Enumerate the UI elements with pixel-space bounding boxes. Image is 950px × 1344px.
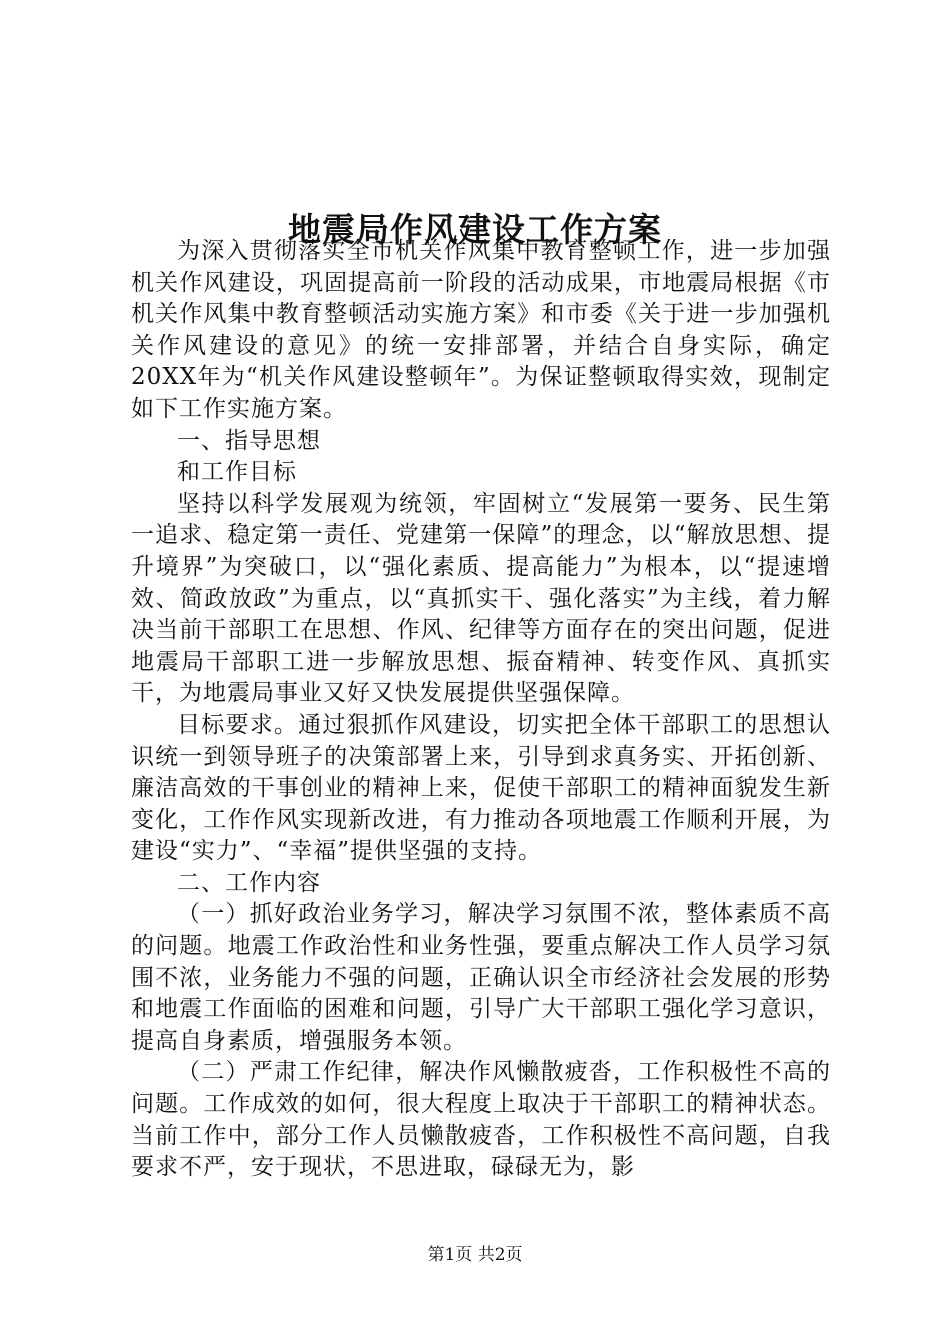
document-body — [131, 236, 831, 1184]
paragraph-goal-requirements: 目标要求。通过狠抓作风建设，切实把全体干部职工的思想认识统一到领导班子的决策部署上来，引导到求真务实、开拓创新、廉洁高效的干事创业的精神上来，促使干部职工的精神面貌发生新变化，工作作风实现新改进，有力推动各项地震工作顺利开展，为建设“实力”、“幸福”提供坚强的支持。 — [131, 711, 831, 865]
section-heading-work-content: 二、工作内容 — [177, 869, 321, 896]
paragraph-intro: 为深入贯彻落实全市机关作风集中教育整顿工作，进一步加强机关作风建设，巩固提高前一阶段的活动成果，市地震局根据《市机关作风集中教育整顿活动实施方案》和市委《关于进一步加强机关作风建设的意见》的统一安排部署，并结合自身实际，确定20XX年为“机关作风建设整顿年”。为保证整顿取得实效，现制定如下工作实施方案。 — [131, 238, 831, 422]
paragraph-item-one: （一）抓好政治业务学习，解决学习氛围不浓，整体素质不高的问题。地震工作政治性和业务性强，要重点解决工作人员学习氛围不浓，业务能力不强的问题，正确认识全市经济社会发展的形势和地震工作面临的困难和问题，引导广大干部职工强化学习意识，提高自身素质，增强服务本领。 — [131, 901, 831, 1054]
document-title: 地震局作风建设工作方案 — [288, 210, 662, 250]
section-heading-work-goal: 和工作目标 — [177, 459, 297, 486]
page-footer: 第1页 共2页 — [427, 1245, 523, 1265]
paragraph-item-two: （二）严肃工作纪律，解决作风懒散疲沓，工作积极性不高的问题。工作成效的如何，很大程度上取决于干部职工的精神状态。当前工作中，部分工作人员懒散疲沓，工作积极性不高问题，自我要求不严，安于现状，不思进取，碌碌无为，影 — [131, 1059, 831, 1181]
section-heading-guiding-thought: 一、指导思想 — [177, 427, 321, 454]
paragraph-guiding-principles: 坚持以科学发展观为统领，牢固树立“发展第一要务、民生第一追求、稳定第一责任、党建第一保障”的理念，以“解放思想、提升境界”为突破口，以“强化素质、提高能力”为根本，以“提速增效、简政放政”为重点，以“真抓实干、强化落实”为主线，着力解决当前干部职工在思想、作风、纪律等方面存在的突出问题，促进地震局干部职工进一步解放思想、振奋精神、转变作风、真抓实干，为地震局事业又好又快发展提供坚强保障。 — [131, 490, 831, 707]
